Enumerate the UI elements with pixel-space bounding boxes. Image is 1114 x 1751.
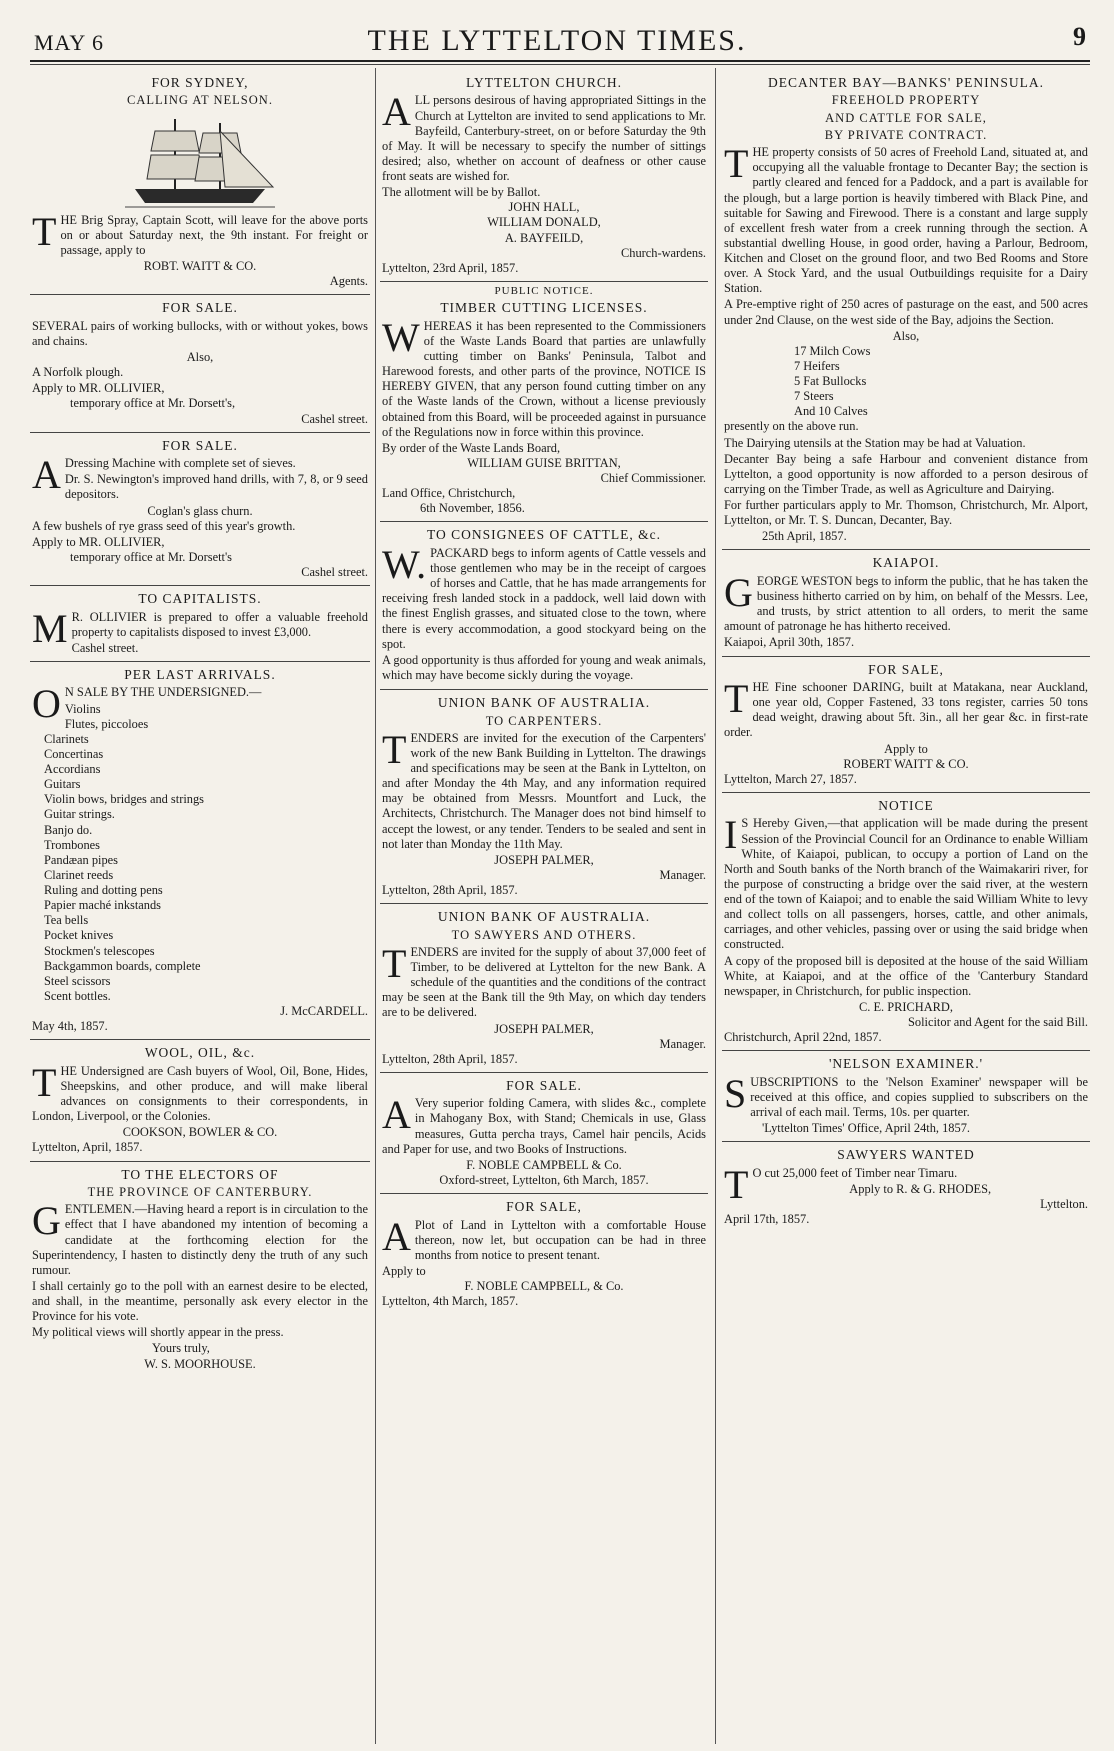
ad-signature: ROBT. WAITT & CO. [143,259,257,274]
ad-kaiapoi [722,550,1090,656]
ad-date: Lyttelton, 28th April, 1857. [382,1051,518,1066]
list-item: Backgammon boards, complete [44,958,201,973]
list-item: Pocket knives [44,928,114,943]
ad-paragraph: W.PACKARD begs to inform agents of Cattle vessels and those gentlemen who may be in the receipt of cargoes of horses and Cattle, that he has made arrangements for receiving fresh landed stock in a paddock, well laid down with the finest English grasses, and situated close to the town, where there is every accommodation, a good stockyard being on the spot. [382,541,706,651]
column-2 [380,70,708,1742]
issue-date: MAY 6 [34,30,105,55]
list-item: Trombones [44,837,100,852]
ad-for-sale-bullocks [30,295,370,432]
ad-body: THE Undersigned are Cash buyers of Wool, Oil, Bone, Hides, Sheepskins, and other produce, and will make liberal advances on consignments to their correspondents, in London, Liverpool, or the Colonies. [32,1059,368,1124]
ad-title: DECANTER BAY—BANKS' PENINSULA. [767,75,1045,90]
masthead-rule [30,60,1090,62]
list-item: Tea bells [44,913,89,928]
column-1 [30,70,370,1742]
ad-wool-oil [30,1040,370,1161]
ad-title: FOR SALE, [506,1199,582,1215]
ad-title: SAWYERS WANTED [837,1147,975,1163]
ad-paragraph: presently on the above run. [724,419,859,434]
ad-paragraph: THE property consists of 50 acres of Freehold Land, situated at, and occupying all the valuable frontage to Decanter Bay; the section is partly cleared and fenced for a Paddock, and a part is available for the plough, but a large portion is heavily timbered with Black Pine, and suitable for Sawing and Firewood. There is a constant and large supply of excellent fresh water from a creek running through the section. A substantial dwelling House, in good order, having a Parlour, Bedroom, Kitchen and Closet on the ground floor, and two Bed Rooms and Store over. A Stock Yard, and the usual Outbuildings requisite for a Dairy Station. [724,141,1088,296]
ad-title: FOR SALE. [506,1077,582,1093]
ad-title: UNION BANK OF AUSTRALIA. [437,909,651,925]
ad-date: Lyttelton, 23rd April, 1857. [382,260,519,275]
ad-body: THE Brig Spray, Captain Scott, will leave for the above ports on or about Saturday next, the 9th instant. For freight or passage, apply to [32,208,368,257]
ad-subtitle: BY PRIVATE CONTRACT. [824,127,988,142]
ad-apply: Apply to [382,1263,426,1278]
column-divider [375,68,376,1744]
list-item: Stockmen's telescopes [44,943,155,958]
list-item: Ruling and dotting pens [44,883,163,898]
ad-order: By order of the Waste Lands Board, [382,440,561,455]
ad-body: APlot of Land in Lyttelton with a comfortable House thereon, now let, but occupation can be had in three months from notice to present tenant. [382,1213,706,1262]
ad-note: The allotment will be by Ballot. [382,185,541,200]
ad-signature: WILLIAM DONALD, [487,215,601,230]
list-item: Papier maché inkstands [44,898,161,913]
ad-capitalists [30,586,370,662]
list-item: Violins [64,701,101,716]
ad-sawyers-wanted [722,1142,1090,1232]
ad-date: Lyttelton, 28th April, 1857. [382,883,518,898]
ad-title: WOOL, OIL, &c. [144,1045,256,1061]
list-item: Guitar strings. [44,807,115,822]
ad-per-last-arrivals [30,662,370,1040]
ad-paragraph: I shall certainly go to the poll with an earnest desire to be elected, and shall, in the meantime, personally ask every elector in the Province for his vote. [32,1278,368,1324]
ad-paragraph: ADressing Machine with complete set of sieves. [32,452,296,498]
ad-date: 'Lyttelton Times' Office, April 24th, 1857. [762,1121,970,1136]
ad-kicker: PUBLIC NOTICE. [494,284,594,297]
ad-date: 6th November, 1856. [420,501,525,516]
ad-signature: JOHN HALL, [508,200,580,215]
ad-camera-for-sale [380,1073,708,1194]
ad-date: Lyttelton, March 27, 1857. [724,771,857,786]
ad-lyttelton-church [380,70,708,282]
ad-body: TENDERS are invited for the execution of the Carpenters' work of the new Bank Building in Lyttelton. The drawings and specifications may be seen at the Bank in Lyttelton, on and after Monday the 4th May, and any information required may be obtained from Messrs. Mountfort and Luck, the Architects, Christchurch. The Manager does not bind himself to accept the lowest, or any tender. Tenders to be sealed and sent in not later than Monday the 11th May. [382,726,706,851]
ad-paragraph: My political views will shortly appear in the press. [32,1325,284,1340]
ad-signature: COOKSON, BOWLER & CO. [122,1125,278,1140]
list-item: Accordians [44,762,101,777]
ad-body: MR. OLLIVIER is prepared to offer a valuable freehold property to capitalists disposed to invest £3,000. [32,605,368,651]
ad-street: Cashel street. [301,411,368,426]
ad-date: Kaiapoi, April 30th, 1857. [724,635,855,650]
ad-subtitle: TO CARPENTERS. [485,713,603,728]
newspaper-title: THE LYTTELTON TIMES. [367,24,747,57]
ad-office: temporary office at Mr. Dorsett's, [70,396,236,411]
ad-paragraph: A few bushels of rye grass seed of this year's growth. [32,518,296,533]
ad-body: GEORGE WESTON begs to inform the public, that he has taken the business hitherto carried on by him, on behalf of the Messrs. Lee, and trusts, by strict attention to all orders, to merit the same amount of patronage he has hitherto received. [724,569,1088,634]
ad-signature: JOSEPH PALMER, [494,852,594,867]
ad-signature: C. E. PRICHARD, [859,999,953,1014]
list-item: Guitars [44,777,81,792]
ad-body: THE Fine schooner DARING, built at Matakana, near Auckland, one year old, Copper Fastened, 33 tons register, carries 50 tons dead weight, drawing about 5ft. 3in., all her gear &c. in first-rate order. [724,676,1088,740]
list-item: Steel scissors [44,973,111,988]
ad-title: 'NELSON EXAMINER.' [828,1056,984,1072]
ad-role: Manager. [659,1036,706,1051]
list-item: Concertinas [44,746,104,761]
ad-title: KAIAPOI. [872,555,940,571]
ad-paragraph: A Pre-emptive right of 250 acres of pasturage on the east, and 500 acres under 2nd Clause, on the west side of the Bay, adjoins the Section. [724,297,1088,327]
ad-street: Cashel street. [301,565,368,580]
column-3 [722,70,1090,1742]
ad-date: Christchurch, April 22nd, 1857. [724,1030,882,1045]
list-item: And 10 Calves [794,404,868,419]
ad-date: 25th April, 1857. [762,529,847,544]
ad-role: Solicitor and Agent for the said Bill. [908,1015,1088,1029]
ad-plot-for-sale [380,1194,708,1314]
list-item: Flutes, piccoloes [64,716,149,731]
ad-for-sale-machine [30,433,370,586]
ad-notice-bridge [722,793,1090,1051]
ad-title: LYTTELTON CHURCH. [466,75,622,90]
list-item: 5 Fat Bullocks [794,374,867,389]
ad-paragraph: Coglan's glass churn. [147,503,253,518]
ad-subtitle: THE PROVINCE OF CANTERBURY. [87,1185,313,1200]
ad-title: UNION BANK OF AUSTRALIA. [437,695,651,711]
ad-title: FOR SALE. [162,437,238,453]
ad-signature: J. McCARDELL. [280,1004,368,1019]
ad-role: Manager. [659,867,706,882]
column-divider [715,68,716,1744]
ad-title: TIMBER CUTTING LICENSES. [440,300,648,316]
ad-title: NOTICE [878,797,934,813]
list-item: Violin bows, bridges and strings [44,792,204,807]
ad-also: Also, [186,350,214,365]
ad-signature: A. BAYFEILD, [504,230,584,245]
ad-body: WHEREAS it has been represented to the Commissioners of the Waste Lands Board that parties are unlawfully cutting timber on Banks' Peninsula, Talbot and Harewood forests, and other parts of the province, NOTICE IS HEREBY GIVEN, that any person found cutting timber on any of the Waste lands of the Crown, without a license previously obtained from this Board, will be proceeded against in pursuance of the Regulations now in force within this province. [382,314,706,439]
ad-signature: W. S. MOORHOUSE. [144,1356,256,1371]
ad-subtitle: TO SAWYERS AND OTHERS. [451,927,637,942]
ad-schooner-for-sale [722,657,1090,793]
ad-signature: WILLIAM GUISE BRITTAN, [467,455,621,470]
ad-nelson-examiner [722,1051,1090,1142]
ad-signature: F. NOBLE CAMPBELL & Co. [466,1157,622,1172]
ad-date: Lyttelton, 4th March, 1857. [382,1294,519,1309]
ad-date: May 4th, 1857. [32,1019,108,1034]
ad-body: SEVERAL pairs of working bullocks, with or without yokes, bows and chains. [32,318,368,348]
ad-signature: ROBERT WAITT & CO. [843,756,969,771]
list-item: Pandæan pipes [44,852,118,867]
ad-subtitle: CALLING AT NELSON. [127,93,273,108]
ad-paragraph: A copy of the proposed bill is deposited at the house of the said William White, at Kaiapoi, and at the office of the 'Canterbury Standard newspaper, in Christchurch, for public inspection. [724,953,1088,998]
ad-lead: ON SALE BY THE UNDERSIGNED.— [32,681,262,727]
list-item: 17 Milch Cows [794,343,871,358]
ad-street: Cashel street. [71,640,139,655]
ad-paragraph: The Dairying utensils at the Station may be had at Valuation. [724,435,1026,450]
ad-paragraph: Dr. S. Newington's improved hand drills, with 7, 8, or 9 seed depositors. [64,472,368,502]
ad-consignees-cattle [380,522,708,690]
ad-body: SUBSCRIPTIONS to the 'Nelson Examiner' newspaper will be received at this office, and copies supplied to subscribers on the arrival of each mail. Terms, 10s. per quarter. [724,1070,1088,1119]
ad-apply: Apply to MR. OLLIVIER, [32,534,165,549]
ad-paragraph: IS Hereby Given,—that application will be made during the present Session of the Provincial Council for an Ordinance to enable William White, of Kaiapoi, publican, to occupy a portion of Land on the North and South banks of the North branch of the Waimakariri river, for the purpose of constructing a bridge over the said river, at the western end of the town of Kaiapoi; and to enable the said William White to levy and collect tolls on all passengers, horses, cattle, and other animals, carriages, and other vehicles, passing over or using the said bridge when constructed. [724,812,1088,952]
ad-decanter-bay [722,70,1090,550]
ad-item: A Norfolk plough. [32,365,124,380]
list-item: Banjo do. [44,822,93,837]
ad-apply: Apply to MR. OLLIVIER, [32,381,165,396]
ad-place: Lyttelton. [1040,1196,1088,1211]
ad-body: TO cut 25,000 feet of Timber near Timaru. [724,1161,958,1207]
ad-paragraph: Decanter Bay being a safe Harbour and convenient distance from Lyttelton, a good opportunity is now afforded to a person desirous of carrying on the Timber Trade, as well as Agriculture and Dairying. [724,451,1088,496]
ad-subtitle: FREEHOLD PROPERTY [831,93,981,108]
ad-paragraph: GENTLEMEN.—Having heard a report is in circulation to the effect that I have abandoned my intention of becoming a candidate at the forthcoming election for the Superintendency, I hasten to distinctly deny the truth of any such rumour. [32,1198,368,1277]
ad-paragraph: For further particulars apply to Mr. Thomson, Christchurch, Mr. Alport, Lyttelton, or Mr. T. S. Duncan, Decanter, Bay. [724,498,1088,528]
stock-list [724,344,1088,420]
ad-closing: Yours truly, [152,1341,210,1356]
list-item: 7 Heifers [794,358,840,373]
ad-body: TENDERS are invited for the supply of about 37,000 feet of Timber, to be delivered at Lyttelton for the new Bank. A schedule of the quantities and the conditions of the contract may be seen at the Bank till the 9th May, on which day tenders are to be delivered. [382,940,706,1020]
ad-paragraph: A good opportunity is thus afforded for young and weak animals, which may have become sickly during the voyage. [382,652,706,682]
ad-union-bank-carpenters [380,690,708,904]
ad-subtitle: AND CATTLE FOR SALE, [825,110,987,125]
masthead [20,22,1094,58]
ad-timber-licenses [380,282,708,523]
ad-union-bank-sawyers [380,904,708,1073]
ad-role: Church-wardens. [621,245,706,260]
list-item: Clarinets [44,731,89,746]
masthead-rule-thin [30,64,1090,65]
ad-signature: JOSEPH PALMER, [494,1021,594,1036]
ad-office: temporary office at Mr. Dorsett's [70,549,233,564]
ad-date: April 17th, 1857. [724,1212,810,1227]
ad-signature: F. NOBLE CAMPBELL, & Co. [464,1279,624,1294]
ad-title: FOR SYDNEY, [151,75,249,90]
sailing-ship-icon [115,111,285,211]
ad-electors [30,1162,370,1377]
ad-body: ALL persons desirous of having appropriated Sittings in the Church at Lyttelton are invited to send applications to Mr. Bayfeild, Canterbury-street, on or before Saturday the 9th of May. It will be necessary to specify the number of sittings desired; also, whether on account of deafness or other cause front seats are wished for. [382,89,706,184]
list-item: Clarinet reeds [44,867,114,882]
ad-title: TO CONSIGNEES OF CATTLE, &c. [426,527,661,543]
ad-for-sydney [30,70,370,295]
ad-role: Chief Commissioner. [600,471,706,486]
ad-place: Land Office, Christchurch, [382,486,516,501]
goods-list [32,702,368,1005]
ad-date: Lyttelton, April, 1857. [32,1140,143,1155]
ad-title: FOR SALE, [868,661,944,677]
ad-body: AVery superior folding Camera, with slides &c., complete in Mahogany Box, with Stand; Chemicals in use, Glass measures, Gutta percha trays, Camel hair pencils, Acids and Paper for use, and two Books of Instructions. [382,1092,706,1156]
ad-role: Agents. [329,274,368,289]
ad-title: FOR SALE. [162,300,238,316]
ad-title: TO CAPITALISTS. [138,591,262,607]
ad-also: Also, [892,328,920,343]
ad-place: Oxford-street, Lyttelton, 6th March, 1857. [439,1172,649,1187]
page-number: 9 [1073,22,1086,51]
ad-title: TO THE ELECTORS OF [121,1166,279,1182]
list-item: Scent bottles. [44,988,111,1003]
ad-title: PER LAST ARRIVALS. [124,667,276,682]
ad-apply: Apply to [884,741,928,756]
ad-apply: Apply to R. & G. RHODES, [849,1181,992,1196]
list-item: 7 Steers [794,389,834,404]
